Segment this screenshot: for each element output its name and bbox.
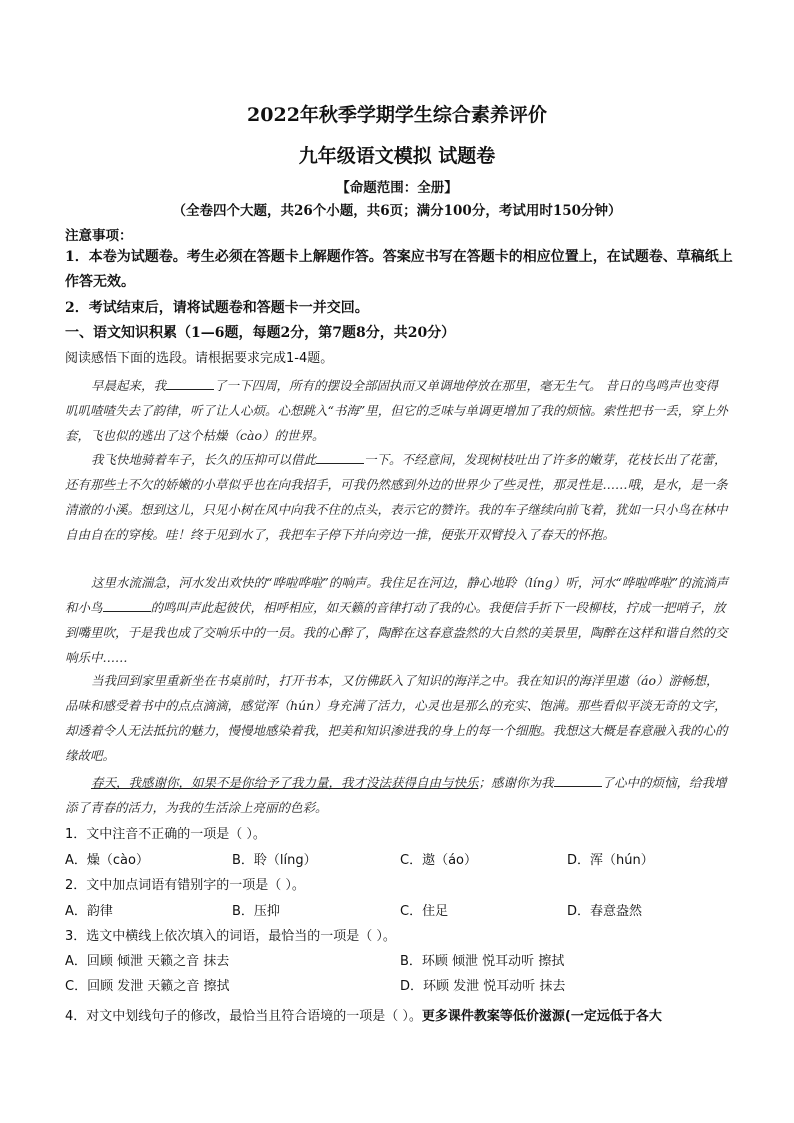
- exam-subtitle: 九年级语文模拟 试题卷: [298, 145, 496, 167]
- passage-paragraph-1: [65, 373, 730, 448]
- section-heading: 一、语文知识积累（1—6题，每题2分，第7题8分，共20分）: [65, 325, 456, 341]
- passage-text: 我飞快地骑着车子，长久的压抑可以借此: [91, 452, 317, 467]
- question-4-text: 4．对文中划线句子的修改，最恰当且符合语境的一项是（ ）。: [65, 1009, 422, 1024]
- notes-heading: 注意事项：: [65, 228, 133, 244]
- fill-blank-3: [103, 599, 151, 612]
- question-4: [65, 1005, 745, 1024]
- passage-paragraph-4: 当我回到家里重新坐在书桌前时，打开书本，又仿佛跃入了知识的海洋之中。我在知识的海洋里遨（áo）游畅想，品味和感受着书中的点点滴滴，感觉浑（hún）身充满了活力，心灵也是那么的充实、饱满。那些看似平淡无奇的文字，却透着令人无法抵抗的魅力，慢慢地感染着我，把美和知识渗进我的身上的每一个细胞。我想这大概是春意融入我的心的缘故吧。: [65, 673, 728, 763]
- q2-option-a: A．韵律: [65, 904, 113, 919]
- passage-text: 这里水流湍急，河水发出欢快的“哗啦哗啦”的响声。我住足在河边，静心地聆（líng）听，河水“哗啦哗啦”的流淌声和小鸟: [65, 575, 729, 615]
- passage-paragraph-3: [65, 570, 730, 670]
- q2-option-b: B．压抑: [232, 904, 280, 919]
- fill-blank-4: [554, 774, 602, 787]
- question-3: 3．选文中横线上依次填入的词语，最恰当的一项是（ ）。: [65, 929, 396, 944]
- passage-paragraph-2: [65, 447, 730, 547]
- q3-option-b: B．环顾 倾泄 悦耳动听 擦拭: [400, 954, 565, 969]
- passage-text: 一下。不经意间，发现树枝吐出了许多的嫩芽，花枝长出了花蕾，还有那些土不欠的娇嫩的小草似乎也在向我招手，可我仍然感到外边的世界少了些灵性，那灵性是……哦，是水，是一条清澈的小溪。想到这儿，只见小树在风中向我不住的点头，表示它的赞许。我的车子继续向前飞着，犹如一只小鸟在林中自由自在的穿梭。哇！终于见到水了，我把车子停下并向旁边一推，便张开双臂投入了春天的怀抱。: [65, 452, 728, 542]
- q1-option-b: B．聆（líng）: [232, 853, 317, 868]
- q2-option-d: D．春意盎然: [567, 904, 643, 919]
- passage-text: 早晨起来，我: [91, 378, 167, 393]
- fill-blank-1: [166, 377, 214, 390]
- exam-meta: （全卷四个大题，共26个小题，共6页；满分100分，考试用时150分钟）: [172, 203, 622, 219]
- q3-option-c: C．回顾 发泄 天籁之音 擦拭: [65, 979, 230, 994]
- exam-scope: 【命题范围：全册】: [336, 180, 458, 196]
- promo-text: 更多课件教案等低价滋源(一定远低于各大: [421, 1009, 662, 1024]
- passage-text: 了心中的烦恼，给我增添了青春的活力，为我的生活涂上亮丽的色彩。: [65, 775, 727, 815]
- q1-option-c: C．遨（áo）: [400, 853, 477, 868]
- q1-option-a: A．燥（cào）: [65, 853, 149, 868]
- q3-option-d: D．环顾 发泄 悦耳动听 抹去: [400, 979, 566, 994]
- passage-text: 了一下四周，所有的摆设全部固执而又单调地停放在那里，毫无生气。 昔日的鸟鸣声也变得叽叽喳喳失去了韵律，听了让人心烦。心想跳入“书海”里，但它的乏味与单调更增加了我的烦恼。索性把书一丢，穿上外套，飞也似的逃出了这个枯燥（cào）的世界。: [65, 378, 728, 443]
- underlined-sentence: 春天，我感谢你，如果不是你给予了我力量，我才没法获得自由与快乐: [91, 775, 479, 790]
- question-2: 2．文中加点词语有错别字的一项是（ ）。: [65, 878, 305, 893]
- passage-text: ；感谢你为我: [478, 775, 554, 790]
- exam-title: 2022年秋季学期学生综合素养评价: [247, 104, 547, 126]
- q3-option-a: A．回顾 倾泄 天籁之音 抹去: [65, 954, 230, 969]
- section-instruction: 阅读感悟下面的选段。请根据要求完成1-4题。: [65, 351, 334, 366]
- passage-text: 的鸣叫声此起彼伏，相呼相应，如天籁的音律打动了我的心。我便信手折下一段柳枝，拧成一把哨子，放到嘴里吹，于是我也成了交响乐中的一员。我的心醉了，陶醉在这春意盎然的大自然的美景里，陶醉在这样和谐自然的交响乐中……: [65, 600, 728, 665]
- q1-option-d: D．浑（hún）: [567, 853, 654, 868]
- note-item-2: 2．考试结束后，请将试题卷和答题卡一并交回。: [65, 300, 369, 316]
- fill-blank-2: [316, 451, 364, 464]
- note-item-1: 1．本卷为试题卷。考生必须在答题卡上解题作答。答案应书写在答题卡的相应位置上，在试题卷、草稿纸上作答无效。: [65, 249, 733, 290]
- q2-option-c: C．住足: [400, 904, 449, 919]
- passage-paragraph-5: [65, 770, 730, 820]
- question-1: 1．文中注音不正确的一项是（ ）。: [65, 827, 266, 842]
